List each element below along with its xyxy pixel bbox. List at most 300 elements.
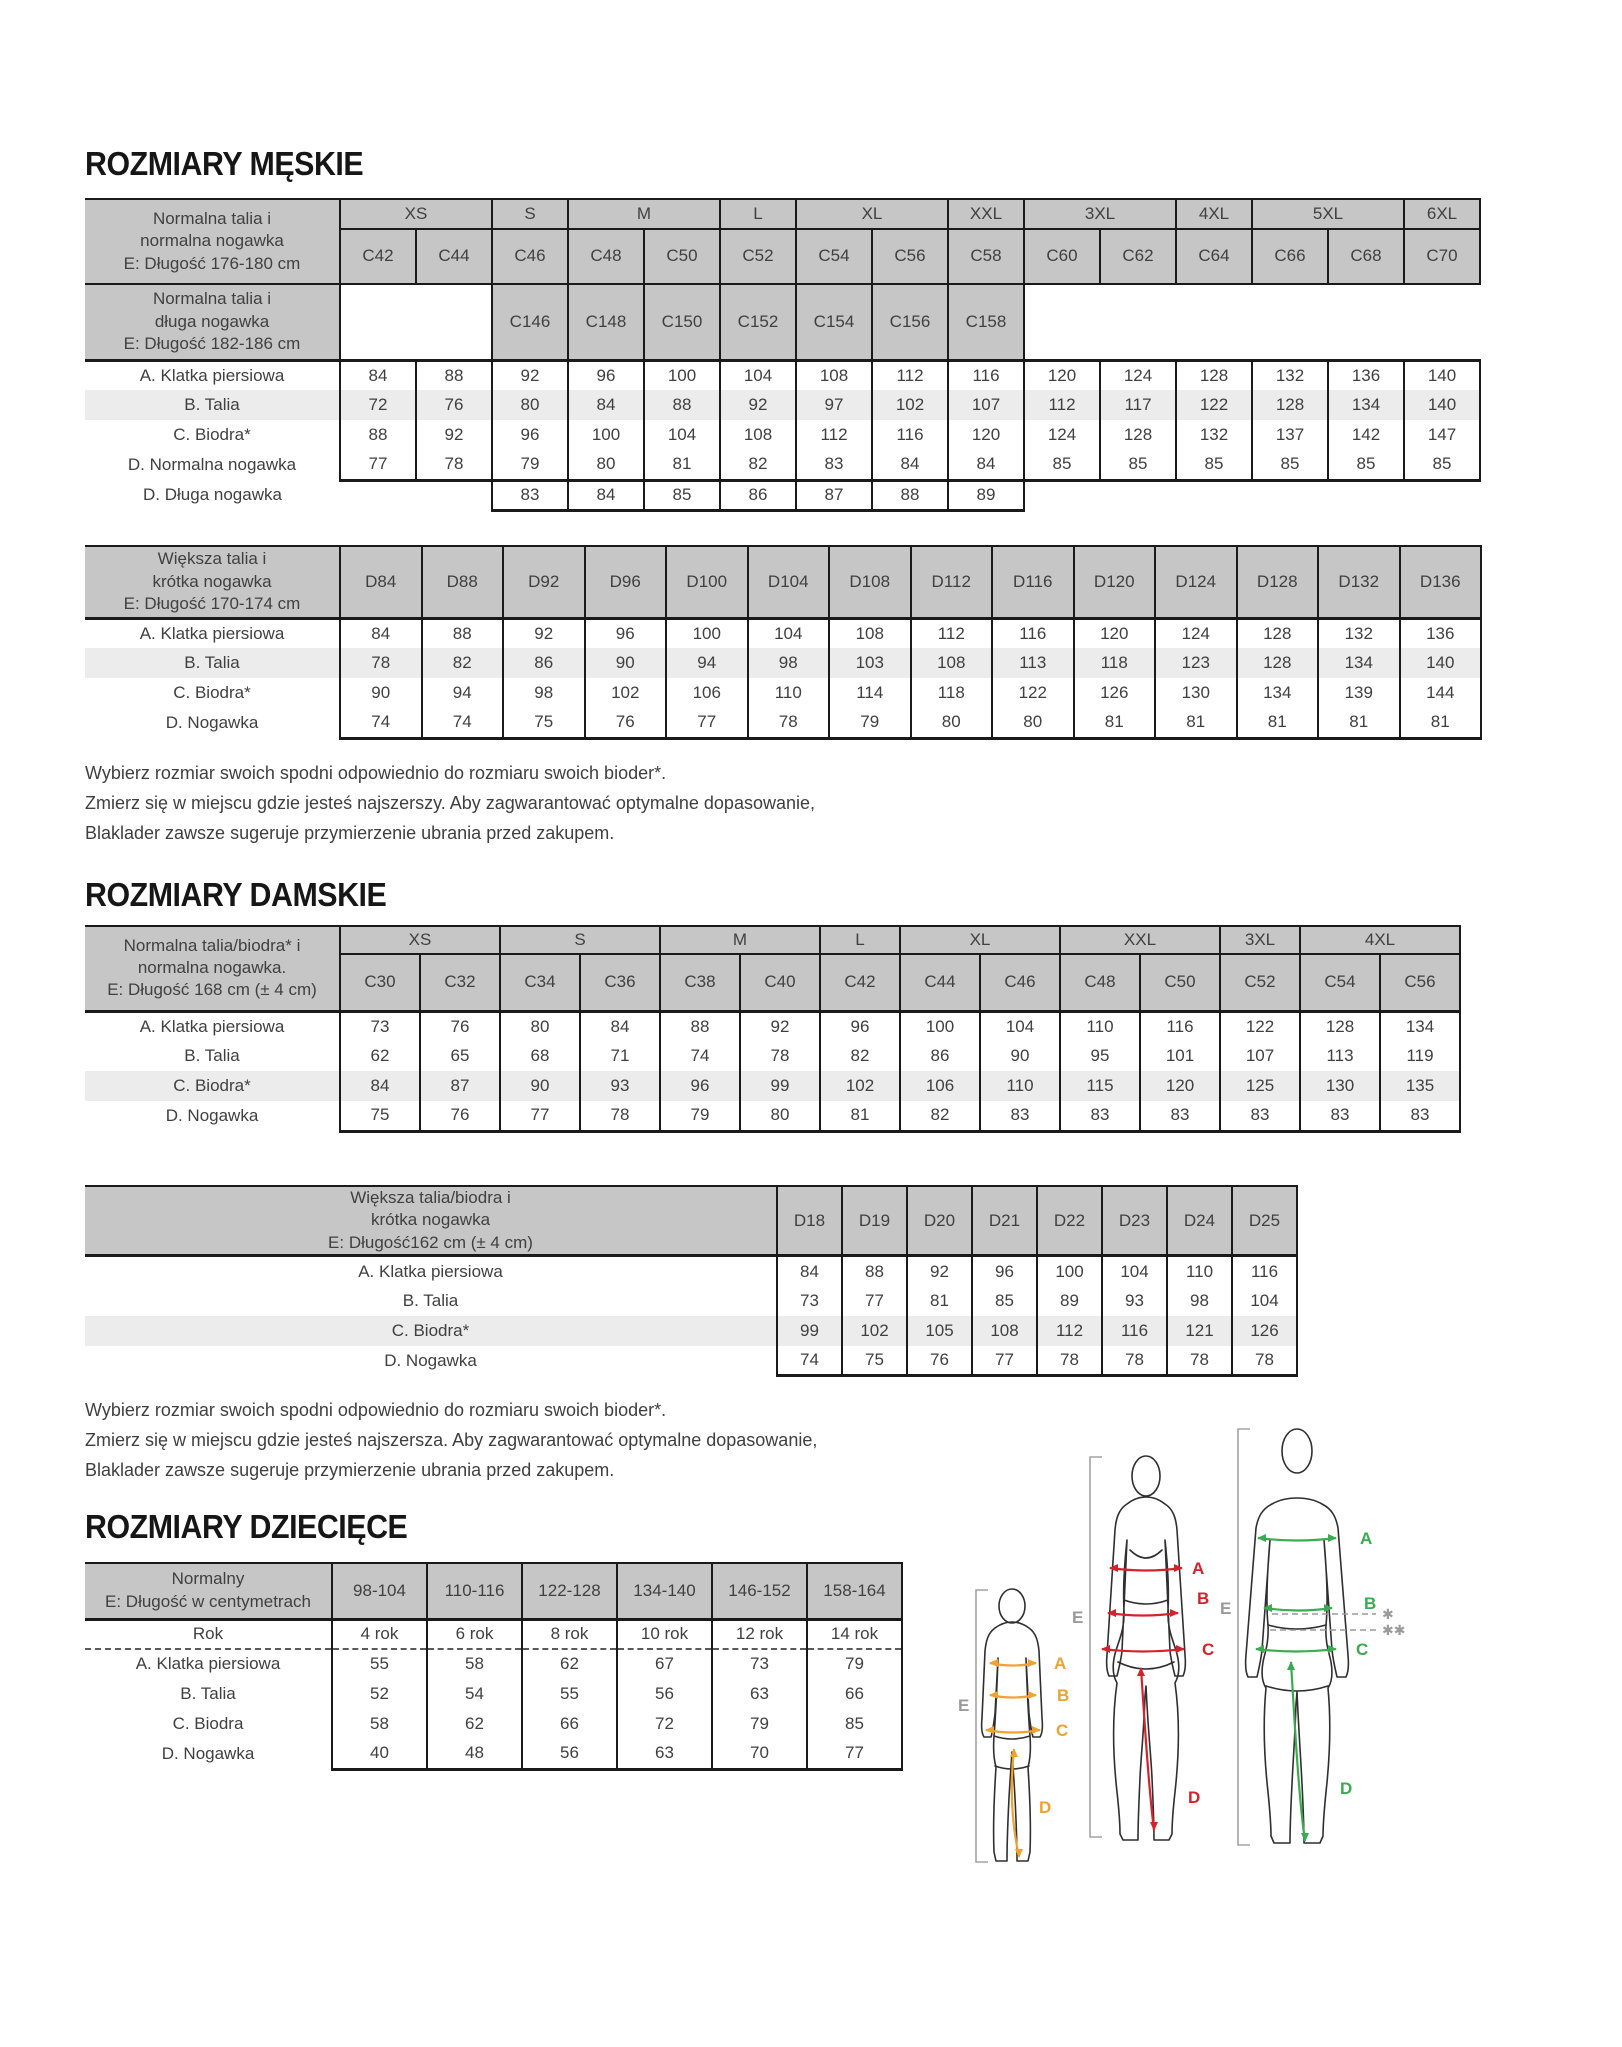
value-cell: 80 [740, 1101, 820, 1131]
size-group-cell: S [500, 926, 660, 954]
value-cell: 75 [340, 1101, 420, 1131]
empty-cell [340, 480, 416, 510]
value-cell: 74 [340, 708, 422, 738]
size-code-cell: D132 [1318, 546, 1400, 618]
value-cell: 107 [1220, 1041, 1300, 1071]
size-code-cell: D92 [503, 546, 585, 618]
man-label-e: E [1220, 1599, 1232, 1618]
value-cell: 58 [427, 1649, 522, 1679]
value-cell: 135 [1380, 1071, 1460, 1101]
women-note [85, 1395, 817, 1485]
row-label: A. Klatka piersiowa [135, 1654, 281, 1674]
value-cell: 139 [1318, 678, 1400, 708]
value-cell: 54 [427, 1679, 522, 1709]
size-code-cell: D136 [1400, 546, 1482, 618]
size-table-women-1 [85, 925, 1461, 1133]
value-cell: 79 [807, 1649, 902, 1679]
value-cell: 106 [666, 678, 748, 708]
table-row [85, 1041, 1460, 1071]
size-code-cell: C42 [340, 229, 416, 284]
size-group-cell: 4XL [1176, 199, 1252, 229]
value-cell: 122 [992, 678, 1074, 708]
value-cell: 95 [1060, 1041, 1140, 1071]
measure-arrow [1264, 1608, 1332, 1611]
size-table-men-2 [85, 545, 1482, 740]
value-cell: 112 [1037, 1316, 1102, 1346]
value-cell: 12 rok [712, 1619, 807, 1649]
row-label: Rok [85, 1619, 332, 1649]
value-cell: 83 [1140, 1101, 1220, 1131]
value-cell: 110 [1060, 1011, 1140, 1041]
size-code-cell: C56 [872, 229, 948, 284]
value-cell: 62 [340, 1041, 420, 1071]
value-cell: 102 [585, 678, 667, 708]
value-cell: 104 [720, 360, 796, 390]
value-cell: 100 [568, 420, 644, 450]
value-cell: 132 [1176, 420, 1252, 450]
value-cell: 108 [911, 648, 993, 678]
value-cell: 137 [1252, 420, 1328, 450]
value-cell: 74 [777, 1346, 842, 1376]
value-cell: 99 [777, 1316, 842, 1346]
measure-arrow [986, 1730, 1040, 1733]
value-cell: 134 [1237, 678, 1319, 708]
arrowhead [1170, 1609, 1179, 1617]
value-cell: 75 [503, 708, 585, 738]
row-label: C. Biodra* [85, 1071, 340, 1101]
value-cell: 4 rok [332, 1619, 427, 1649]
value-cell: 104 [1102, 1256, 1167, 1286]
value-cell: 120 [948, 420, 1024, 450]
man-label-c: C [1356, 1640, 1369, 1659]
value-cell: 112 [872, 360, 948, 390]
value-cell: 120 [1140, 1071, 1220, 1101]
value-cell: 85 [972, 1286, 1037, 1316]
women-normal-leg-table-slot [85, 925, 1461, 1133]
size-code-cell: C40 [740, 954, 820, 1011]
value-cell: 130 [1300, 1071, 1380, 1101]
value-cell: 87 [796, 480, 872, 510]
value-cell: 78 [748, 708, 830, 738]
size-code-cell: C150 [644, 284, 720, 360]
value-cell: 130 [1155, 678, 1237, 708]
table-row [85, 1346, 1297, 1376]
value-cell: 85 [807, 1709, 902, 1739]
row-label: D. Nogawka [165, 712, 259, 732]
table-row [85, 1011, 1460, 1041]
value-cell: 56 [617, 1679, 712, 1709]
value-cell: 68 [500, 1041, 580, 1071]
arrowhead [1028, 1659, 1037, 1667]
value-cell: 71 [580, 1041, 660, 1071]
value-cell: 128 [1100, 420, 1176, 450]
value-cell: 70 [712, 1739, 807, 1769]
size-code-cell: D23 [1102, 1186, 1167, 1256]
value-cell: 126 [1074, 678, 1156, 708]
size-code-cell: C70 [1404, 229, 1480, 284]
value-cell: 55 [332, 1649, 427, 1679]
value-cell: 132 [1318, 618, 1400, 648]
value-cell: 121 [1167, 1316, 1232, 1346]
value-cell: 74 [660, 1041, 740, 1071]
value-cell: 110 [748, 678, 830, 708]
size-code-cell: 110-116 [427, 1563, 522, 1619]
size-code-cell: C48 [1060, 954, 1140, 1011]
value-cell: 132 [1252, 360, 1328, 390]
table-header-label: Normalny E: Długość w centymetrach [85, 1563, 332, 1619]
value-cell: 119 [1380, 1041, 1460, 1071]
value-cell: 85 [1176, 450, 1252, 480]
section-title-women: ROZMIARY DAMSKIE [85, 876, 387, 913]
value-cell: 100 [900, 1011, 980, 1041]
size-code-cell: D20 [907, 1186, 972, 1256]
value-cell: 102 [842, 1316, 907, 1346]
header-gap-cell [1328, 284, 1404, 360]
value-cell: 136 [1400, 618, 1482, 648]
women-note-line-3: Blaklader zawsze sugeruje przymierzenie ubrania przed zakupem. [85, 1460, 615, 1480]
value-cell: 92 [503, 618, 585, 648]
value-cell: 96 [660, 1071, 740, 1101]
value-cell: 100 [666, 618, 748, 648]
table-header-label: Normalna talia/biodra* i normalna nogawka. E: Długość 168 cm (± 4 cm) [85, 926, 340, 1011]
size-code-cell: C158 [948, 284, 1024, 360]
value-cell: 116 [872, 420, 948, 450]
table-header-label: Większa talia i krótka nogawka E: Długość 170-174 cm [85, 546, 340, 618]
value-cell: 134 [1380, 1011, 1460, 1041]
value-cell: 114 [829, 678, 911, 708]
table-row [85, 450, 1480, 480]
child-label-e: E [958, 1696, 970, 1715]
size-code-cell: C56 [1380, 954, 1460, 1011]
value-cell: 92 [492, 360, 568, 390]
value-cell: 100 [1037, 1256, 1102, 1286]
woman-figure [1072, 1456, 1214, 1840]
men-short-leg-table-slot [85, 545, 1482, 740]
value-cell: 81 [1155, 708, 1237, 738]
value-cell: 136 [1328, 360, 1404, 390]
size-group-cell: L [720, 199, 796, 229]
value-cell: 104 [980, 1011, 1060, 1041]
size-code-cell: C46 [492, 229, 568, 284]
header-gap-cell [1100, 284, 1176, 360]
empty-cell [1252, 480, 1328, 510]
value-cell: 85 [644, 480, 720, 510]
size-group-cell: 4XL [1300, 926, 1460, 954]
value-cell: 96 [972, 1256, 1037, 1286]
value-cell: 81 [820, 1101, 900, 1131]
value-cell: 58 [332, 1709, 427, 1739]
size-code-cell: C156 [872, 284, 948, 360]
child-label-d: D [1039, 1798, 1052, 1817]
value-cell: 77 [842, 1286, 907, 1316]
row-label: B. Talia [85, 390, 340, 420]
measure-arrow [1258, 1538, 1336, 1541]
value-cell: 78 [1167, 1346, 1232, 1376]
value-cell: 144 [1400, 678, 1482, 708]
man-figure [1220, 1429, 1405, 1845]
arrowhead [1101, 1645, 1110, 1653]
header-gap-cell [1404, 284, 1480, 360]
value-cell: 92 [740, 1011, 820, 1041]
value-cell: 88 [422, 618, 504, 648]
value-cell: 52 [332, 1679, 427, 1709]
size-code-cell: 122-128 [522, 1563, 617, 1619]
value-cell: 76 [416, 390, 492, 420]
size-code-cell: D128 [1237, 546, 1319, 618]
size-code-cell: D84 [340, 546, 422, 618]
value-cell: 92 [907, 1256, 972, 1286]
value-cell: 103 [829, 648, 911, 678]
value-cell: 124 [1100, 360, 1176, 390]
table-second-header-label: Normalna talia i długa nogawka E: Długość 182-186 cm [85, 284, 340, 360]
value-cell: 83 [1220, 1101, 1300, 1131]
size-code-cell: C54 [1300, 954, 1380, 1011]
size-code-cell: D25 [1232, 1186, 1297, 1256]
value-cell: 120 [1024, 360, 1100, 390]
value-cell: 124 [1155, 618, 1237, 648]
value-cell: 118 [1074, 648, 1156, 678]
value-cell: 94 [666, 648, 748, 678]
table-row [85, 1679, 902, 1709]
size-code-cell: D24 [1167, 1186, 1232, 1256]
size-code-cell: D22 [1037, 1186, 1102, 1256]
value-cell: 122 [1220, 1011, 1300, 1041]
value-cell: 90 [500, 1071, 580, 1101]
value-cell: 84 [568, 480, 644, 510]
empty-cell [1176, 480, 1252, 510]
men-note [85, 758, 815, 848]
size-code-cell: D21 [972, 1186, 1037, 1256]
value-cell: 113 [1300, 1041, 1380, 1071]
value-cell: 78 [1037, 1346, 1102, 1376]
table-row [85, 1709, 902, 1739]
row-label: B. Talia [402, 1290, 459, 1310]
value-cell: 142 [1328, 420, 1404, 450]
value-cell: 83 [1300, 1101, 1380, 1131]
value-cell: 84 [777, 1256, 842, 1286]
value-cell: 6 rok [427, 1619, 522, 1649]
measure-arrow [1110, 1568, 1182, 1571]
value-cell: 85 [1328, 450, 1404, 480]
empty-cell [1024, 480, 1100, 510]
value-cell: 116 [992, 618, 1074, 648]
value-cell: 79 [660, 1101, 740, 1131]
value-cell: 80 [568, 450, 644, 480]
row-label: A. Klatka piersiowa [358, 1261, 503, 1281]
value-cell: 128 [1300, 1011, 1380, 1041]
women-short-leg-table-slot [85, 1185, 1298, 1377]
value-cell: 108 [796, 360, 872, 390]
value-cell: 89 [948, 480, 1024, 510]
value-cell: 122 [1176, 390, 1252, 420]
value-cell: 112 [1024, 390, 1100, 420]
child-label-b: B [1057, 1686, 1070, 1705]
value-cell: 85 [1100, 450, 1176, 480]
table-row [85, 1649, 902, 1679]
table-row [85, 1101, 1460, 1131]
size-code-cell: C152 [720, 284, 796, 360]
size-code-cell: C64 [1176, 229, 1252, 284]
value-cell: 82 [900, 1101, 980, 1131]
value-cell: 100 [644, 360, 720, 390]
table-row [85, 480, 1480, 510]
value-cell: 112 [911, 618, 993, 648]
value-cell: 82 [422, 648, 504, 678]
value-cell: 88 [872, 480, 948, 510]
size-table-children [85, 1562, 903, 1771]
size-group-cell: XXL [948, 199, 1024, 229]
value-cell: 40 [332, 1739, 427, 1769]
row-label: D. Nogawka [384, 1350, 477, 1370]
child-label-c: C [1056, 1721, 1069, 1740]
value-cell: 92 [720, 390, 796, 420]
women-note-line-1: Wybierz rozmiar swoich spodni odpowiednio do rozmiaru swoich bioder*. [85, 1400, 667, 1420]
value-cell: 77 [500, 1101, 580, 1131]
value-cell: 134 [1318, 648, 1400, 678]
value-cell: 134 [1328, 390, 1404, 420]
section-title-men: ROZMIARY MĘSKIE [85, 145, 364, 182]
value-cell: 118 [911, 678, 993, 708]
value-cell: 140 [1404, 360, 1480, 390]
value-cell: 88 [416, 360, 492, 390]
children-table-slot [85, 1562, 903, 1771]
row-label: B. Talia [184, 1045, 240, 1065]
value-cell: 73 [712, 1649, 807, 1679]
value-cell: 147 [1404, 420, 1480, 450]
header-gap-cell [416, 284, 492, 360]
value-cell: 104 [644, 420, 720, 450]
man-label-b: B [1364, 1594, 1377, 1613]
value-cell: 102 [820, 1071, 900, 1101]
size-code-cell: C68 [1328, 229, 1404, 284]
value-cell: 65 [420, 1041, 500, 1071]
header-gap-cell [1252, 284, 1328, 360]
table-row [85, 708, 1481, 738]
value-cell: 76 [420, 1101, 500, 1131]
value-cell: 73 [340, 1011, 420, 1041]
size-code-cell: C50 [1140, 954, 1220, 1011]
man-head [1282, 1429, 1312, 1473]
value-cell: 86 [720, 480, 796, 510]
value-cell: 85 [1404, 450, 1480, 480]
table-row [85, 648, 1481, 678]
table-row [85, 1739, 902, 1769]
value-cell: 72 [340, 390, 416, 420]
value-cell: 140 [1404, 390, 1480, 420]
row-label: A. Klatka piersiowa [139, 1016, 285, 1036]
value-cell: 76 [420, 1011, 500, 1041]
table-row [85, 360, 1480, 390]
size-code-cell: D116 [992, 546, 1074, 618]
woman-label-a: A [1192, 1559, 1205, 1578]
men-note-line-2: Zmierz się w miejscu gdzie jesteś najszerszy. Aby zagwarantować optymalne dopasowanie, [85, 793, 815, 813]
arrowhead [1301, 1833, 1309, 1842]
man-label-d: D [1340, 1779, 1353, 1798]
empty-cell [416, 480, 492, 510]
value-cell: 10 rok [617, 1619, 712, 1649]
value-cell: 128 [1176, 360, 1252, 390]
asterisk-double: ✱✱ [1382, 1623, 1406, 1639]
section-title-children: ROZMIARY DZIECIĘCE [85, 1508, 408, 1545]
value-cell: 84 [948, 450, 1024, 480]
row-label: C. Biodra* [173, 682, 251, 702]
size-code-cell: C44 [416, 229, 492, 284]
value-cell: 116 [1102, 1316, 1167, 1346]
man-label-a: A [1360, 1529, 1373, 1548]
size-table-men-1 [85, 198, 1481, 512]
value-cell: 79 [829, 708, 911, 738]
value-cell: 110 [980, 1071, 1060, 1101]
size-group-cell: M [568, 199, 720, 229]
woman-label-c: C [1202, 1640, 1215, 1659]
value-cell: 125 [1220, 1071, 1300, 1101]
value-cell: 80 [500, 1011, 580, 1041]
value-cell: 93 [1102, 1286, 1167, 1316]
table-row [85, 618, 1481, 648]
arrowhead [1257, 1534, 1266, 1542]
asterisk-single: ✱ [1382, 1607, 1394, 1623]
value-cell: 82 [720, 450, 796, 480]
value-cell: 77 [972, 1346, 1037, 1376]
measurement-figures-diagram [940, 1400, 1622, 2000]
value-cell: 86 [900, 1041, 980, 1071]
value-cell: 84 [568, 390, 644, 420]
header-gap-cell [1176, 284, 1252, 360]
value-cell: 113 [992, 648, 1074, 678]
value-cell: 85 [1252, 450, 1328, 480]
size-code-cell: C50 [644, 229, 720, 284]
value-cell: 81 [1074, 708, 1156, 738]
arrowhead [1032, 1726, 1041, 1734]
value-cell: 84 [580, 1011, 660, 1041]
measure-arrow [1141, 1668, 1154, 1830]
arrowhead [1328, 1534, 1337, 1542]
size-group-cell: 3XL [1220, 926, 1300, 954]
value-cell: 82 [820, 1041, 900, 1071]
size-code-cell: C62 [1100, 229, 1176, 284]
value-cell: 116 [1140, 1011, 1220, 1041]
size-code-cell: D19 [842, 1186, 907, 1256]
value-cell: 96 [568, 360, 644, 390]
value-cell: 94 [422, 678, 504, 708]
value-cell: 88 [842, 1256, 907, 1286]
value-cell: 55 [522, 1679, 617, 1709]
size-code-cell: C58 [948, 229, 1024, 284]
size-code-cell: D124 [1155, 546, 1237, 618]
size-table-women-2 [85, 1185, 1298, 1377]
value-cell: 78 [580, 1101, 660, 1131]
value-cell: 93 [580, 1071, 660, 1101]
value-cell: 84 [872, 450, 948, 480]
row-label: D. Nogawka [165, 1105, 259, 1125]
size-code-cell: D96 [585, 546, 667, 618]
header-gap-cell [340, 284, 416, 360]
value-cell: 63 [617, 1739, 712, 1769]
value-cell: 14 rok [807, 1619, 902, 1649]
child-body-outline [982, 1622, 1043, 1861]
size-code-cell: D100 [666, 546, 748, 618]
value-cell: 117 [1100, 390, 1176, 420]
value-cell: 62 [427, 1709, 522, 1739]
size-group-cell: M [660, 926, 820, 954]
value-cell: 123 [1155, 648, 1237, 678]
size-code-cell: C66 [1252, 229, 1328, 284]
size-group-cell: XL [900, 926, 1060, 954]
value-cell: 108 [720, 420, 796, 450]
size-code-cell: C60 [1024, 229, 1100, 284]
value-cell: 96 [492, 420, 568, 450]
table-row [85, 1619, 902, 1649]
